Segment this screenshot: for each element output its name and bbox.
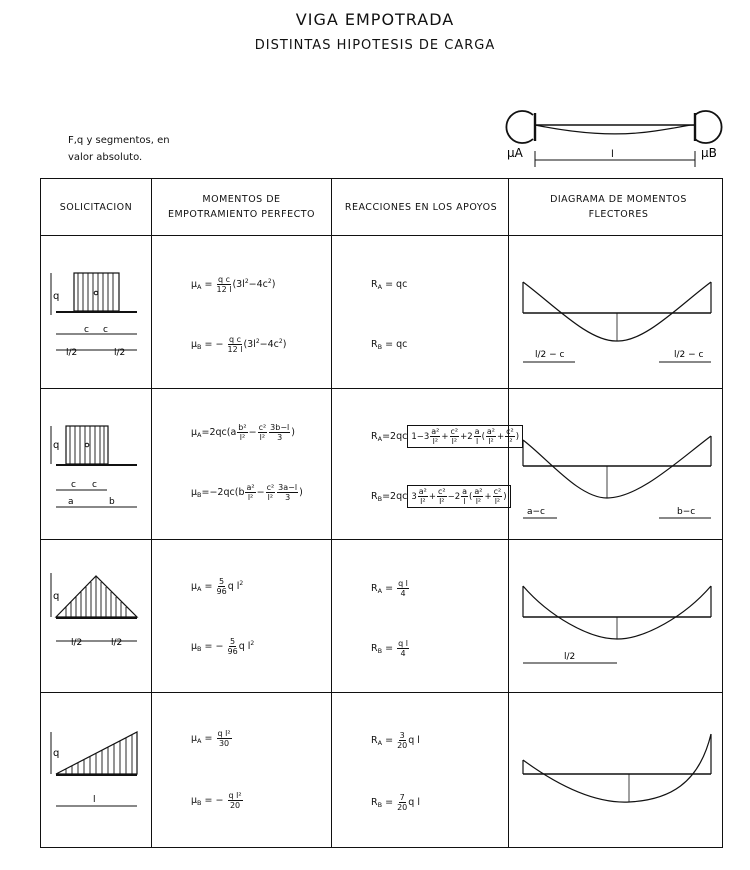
moment-diagram-row-4 [509, 694, 723, 846]
svg-text:l/2: l/2 [71, 638, 83, 648]
load-diagram-row-1 [41, 237, 151, 387]
formula-ra-row-2: $R_A=2qc$ 1−3 $\frac{\text{a²}}{\text{l²}}$ + $\frac{\text{c²}}{\text{l²}}$ +2 $\frac{a}{l}$ ( $\frac{\text{a²}}{\text{l²}}$ + $\frac{\text{c²}}{\text{l²}}$ ) [371, 425, 523, 448]
formula-ma-row-3: $\mu_A$ = $\frac{5}{96}$ q $l^2$ [191, 577, 244, 596]
ma-label: μA [507, 146, 523, 160]
svg-text:l/2: l/2 [66, 348, 78, 358]
svg-text:b: b [109, 497, 115, 507]
formula-mb-row-1: $\mu_B$ = − $\frac{\text{q c}}{12 l}$ $(3l^2-4c^2)$ [191, 335, 287, 354]
svg-text:c: c [92, 480, 97, 490]
load-diagram-row-2 [41, 390, 151, 538]
units-note-line-1: F,q y segmentos, en [68, 135, 170, 146]
span-label: l [611, 149, 614, 160]
formula-mb-row-3: $\mu_B$ = − $\frac{5}{96}$ q $l^2$ [191, 637, 255, 656]
moment-a-arrow-icon [506, 111, 533, 143]
formula-rb-row-3: $R_B$ = $\frac{\text{q l}}{4}$ [371, 639, 408, 658]
svg-text:l/2: l/2 [114, 348, 126, 358]
svg-text:a−c: a−c [527, 507, 546, 517]
deflected-beam [535, 125, 695, 134]
header-diagrama: DIAGRAMA DE MOMENTOS FLECTORES [550, 194, 687, 220]
svg-text:l/2: l/2 [111, 638, 123, 648]
svg-text:q: q [53, 291, 60, 302]
fixed-beam-schema [505, 95, 725, 170]
svg-text:c: c [84, 325, 89, 335]
svg-text:l/2 − c: l/2 − c [535, 350, 565, 360]
moment-diagram-row-1 [509, 237, 723, 387]
formula-ra-row-4: $R_A$ = $\frac{3}{20}$ q l [371, 731, 420, 750]
formula-rb-row-2: $R_B=2qc$ 3 $\frac{\text{a²}}{\text{l²}}$ + $\frac{\text{c²}}{\text{l²}}$ −2 $\frac{a}{l}$ ( $\frac{\text{a²}}{\text{l²}}$ + $\frac{\text{c²}}{\text{l²}}$ ) [371, 485, 511, 508]
formula-ra-row-1: $R_A$ = qc [371, 279, 408, 291]
formula-ra-row-3: $R_A$ = $\frac{\text{q l}}{4}$ [371, 579, 408, 598]
moment-diagram-row-2 [509, 390, 723, 538]
formula-ma-row-4: $\mu_A$ = $\frac{\text{q l²}}{30}$ [191, 729, 231, 748]
svg-text:q: q [53, 440, 60, 451]
formula-rb-row-4: $R_B$ = $\frac{7}{20}$ q l [371, 793, 420, 812]
mb-label: μB [701, 146, 717, 160]
formula-rb-row-1: $R_B$ = qc [371, 339, 408, 351]
units-note-line-2: valor absoluto. [68, 152, 143, 163]
formula-mb-row-2: $\mu_B=-2qc(b$ $\frac{\text{a²}}{\text{l²}}$ − $\frac{\text{c²}}{\text{l²}}$ $\frac{3a-l}{3}$ ) [191, 483, 303, 502]
moment-b-arrow-icon [695, 111, 722, 143]
svg-text:l: l [93, 795, 96, 805]
header-solicitacion: SOLICITACION [59, 201, 133, 213]
moment-diagram-row-3 [509, 541, 723, 691]
svg-text:b−c: b−c [677, 507, 696, 517]
svg-text:q: q [53, 748, 60, 759]
svg-text:c: c [71, 480, 76, 490]
svg-text:a: a [68, 497, 74, 507]
formula-ma-row-2: $\mu_A=2qc(a$ $\frac{\text{b²}}{\text{l²}}$ − $\frac{\text{c²}}{\text{l²}}$ $\frac{3b-l}{3}$ ) [191, 423, 295, 442]
header-momentos: MOMENTOS DE EMPOTRAMIENTO PERFECTO [167, 194, 316, 220]
page-title: VIGA EMPOTRADA [295, 10, 455, 29]
formula-mb-row-4: $\mu_B$ = − $\frac{\text{q l²}}{20}$ [191, 791, 242, 810]
header-reacciones: REACCIONES EN LOS APOYOS [344, 201, 498, 213]
svg-text:q: q [53, 591, 60, 602]
page-subtitle: DISTINTAS HIPOTESIS DE CARGA [254, 38, 496, 53]
load-diagram-row-3 [41, 541, 151, 691]
units-note [68, 132, 170, 166]
load-cases-table [40, 178, 723, 848]
svg-text:l/2 − c: l/2 − c [674, 350, 704, 360]
svg-text:c: c [103, 325, 108, 335]
load-diagram-row-4 [41, 694, 151, 846]
svg-text:l/2: l/2 [564, 652, 576, 662]
formula-ma-row-1: $\mu_A$ = $\frac{\text{q c}}{12 l}$ $(3l^2-4c^2)$ [191, 275, 276, 294]
